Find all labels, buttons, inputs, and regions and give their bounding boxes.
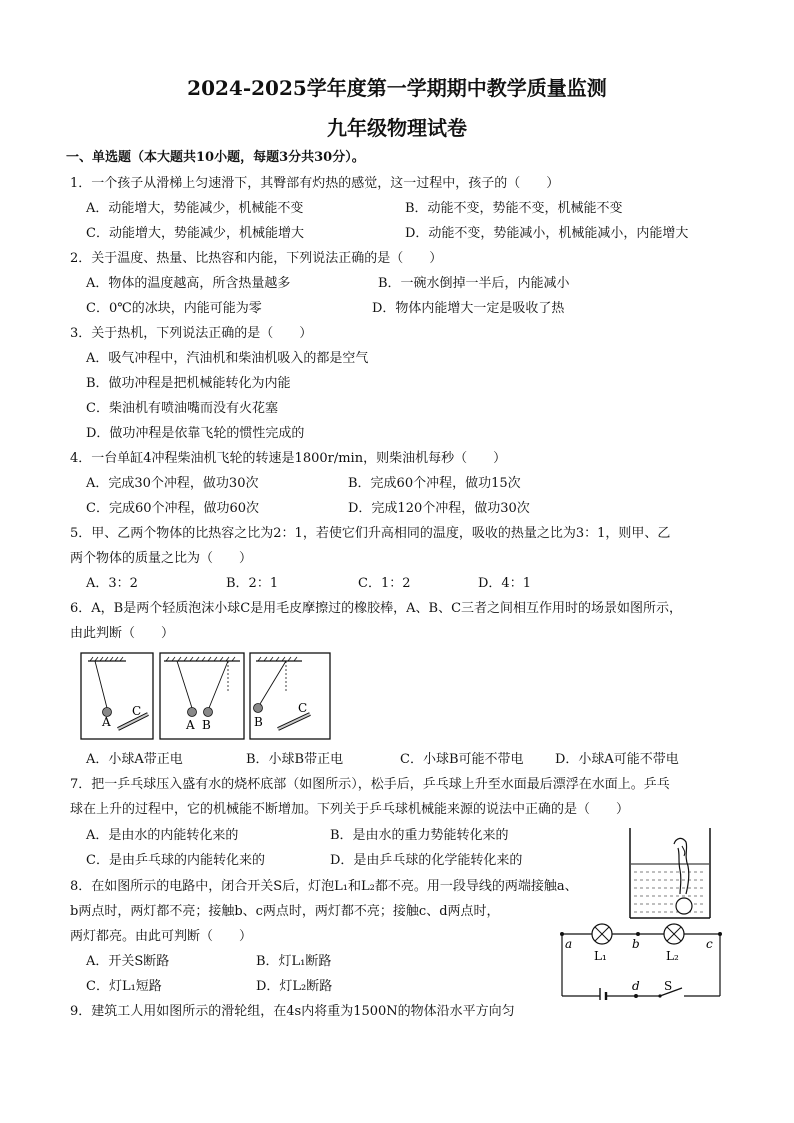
question-8-option-c: C．灯L₁短路 — [86, 979, 162, 994]
question-3-stem: 3．关于热机，下列说法正确的是（ ） — [70, 326, 313, 341]
question-5-option-c: C．1：2 — [358, 576, 411, 591]
question-6-option-c: C．小球B可能不带电 — [400, 752, 524, 767]
question-5-option-d: D．4：1 — [478, 576, 531, 591]
question-4-option-b: B．完成60个冲程，做功15次 — [348, 476, 521, 491]
question-7-option-d: D．是由乒乓球的化学能转化来的 — [330, 853, 523, 868]
exam-subtitle: 九年级物理试卷 — [327, 116, 467, 140]
question-6-option-d: D．小球A可能不带电 — [555, 752, 679, 767]
exam-title: 2024-2025学年度第一学期期中教学质量监测 — [187, 76, 607, 100]
question-1-option-a: A．动能增大，势能减少，机械能不变 — [86, 201, 304, 216]
question-8-option-d: D．灯L₂断路 — [256, 979, 333, 994]
question-6-option-a: A．小球A带正电 — [86, 752, 183, 767]
question-8-stem-line-1: 8．在如图所示的电路中，闭合开关S后，灯泡L₁和L₂都不亮。用一段导线的两端接触a、 — [70, 879, 578, 894]
question-4-option-d: D．完成120个冲程，做功30次 — [348, 501, 530, 516]
question-7-stem-line-2: 球在上升的过程中，它的机械能不断增加。下列关于乒乓球机械能来源的说法中正确的是（ ） — [70, 802, 630, 817]
question-2-option-c: C．0℃的冰块，内能可能为零 — [86, 301, 262, 316]
question-8-stem-line-2: b两点时，两灯都不亮；接触b、c两点时，两灯都不亮；接触c、d两点时， — [70, 904, 500, 919]
question-7-option-c: C．是由乒乓球的内能转化来的 — [86, 853, 265, 868]
question-5-option-b: B．2：1 — [226, 576, 279, 591]
question-4-option-c: C．完成60个冲程，做功60次 — [86, 501, 260, 516]
charged-balls-figure — [80, 652, 332, 742]
circuit-diagram — [556, 916, 728, 1000]
question-1-option-b: B．动能不变，势能不变，机械能不变 — [405, 201, 623, 216]
circuit-label-d: d — [632, 979, 640, 993]
figure-label-a: A — [102, 715, 111, 729]
question-7-stem-line-1: 7．把一乒乓球压入盛有水的烧杯底部（如图所示），松手后，乒乓球上升至水面最后漂浮在水面上。乒乓 — [70, 777, 670, 792]
question-2-option-d: D．物体内能增大一定是吸收了热 — [372, 301, 565, 316]
question-5-stem-line-1: 5．甲、乙两个物体的比热容之比为2：1，若使它们升高相同的温度，吸收的热量之比为3：1，则甲、乙 — [70, 526, 671, 541]
figure-label-c: C — [132, 704, 142, 718]
question-6-stem-line-1: 6．A，B是两个轻质泡沫小球C是用毛皮摩擦过的橡胶棒，A、B、C三者之间相互作用时的场景如图所示， — [70, 601, 683, 616]
question-1-stem: 1．一个孩子从滑梯上匀速滑下，其臀部有灼热的感觉，这一过程中，孩子的（ ） — [70, 176, 560, 191]
question-6-option-b: B．小球B带正电 — [246, 752, 344, 767]
circuit-label-s: S — [664, 979, 673, 993]
question-3-option-b: B．做功冲程是把机械能转化为内能 — [86, 376, 291, 391]
question-6-stem-line-2: 由此判断（ ） — [70, 626, 175, 641]
question-8-option-a: A．开关S断路 — [86, 954, 170, 969]
figure-label-a-2: A — [186, 718, 195, 732]
beaker-figure — [626, 826, 714, 922]
question-1-option-c: C．动能增大，势能减少，机械能增大 — [86, 226, 304, 241]
section-heading: 一、单选题（本大题共10小题，每题3分共30分）。 — [66, 150, 365, 165]
question-9-stem: 9．建筑工人用如图所示的滑轮组，在4s内将重为1500N的物体沿水平方向匀 — [70, 1004, 515, 1019]
question-3-option-c: C．柴油机有喷油嘴而没有火花塞 — [86, 401, 278, 416]
question-4-stem: 4．一台单缸4冲程柴油机飞轮的转速是1800r/min，则柴油机每秒（ ） — [70, 451, 507, 466]
question-8-option-b: B．灯L₁断路 — [256, 954, 332, 969]
question-2-option-b: B．一碗水倒掉一半后，内能减小 — [378, 276, 570, 291]
question-1-option-d: D．动能不变，势能减小，机械能减小，内能增大 — [405, 226, 689, 241]
question-3-option-a: A．吸气冲程中，汽油机和柴油机吸入的都是空气 — [86, 351, 369, 366]
question-3-option-d: D．做功冲程是依靠飞轮的惯性完成的 — [86, 426, 305, 441]
question-5-option-a: A．3：2 — [86, 576, 138, 591]
figure-label-b-2: B — [254, 715, 263, 729]
question-2-stem: 2．关于温度、热量、比热容和内能，下列说法正确的是（ ） — [70, 251, 443, 266]
question-2-option-a: A．物体的温度越高，所含热量越多 — [86, 276, 291, 291]
question-5-stem-line-2: 两个物体的质量之比为（ ） — [70, 551, 253, 566]
circuit-label-l1: L₁ — [594, 949, 607, 963]
circuit-label-b: b — [632, 937, 640, 951]
circuit-label-a: a — [565, 937, 573, 951]
question-7-option-a: A．是由水的内能转化来的 — [86, 828, 239, 843]
figure-label-c-2: C — [298, 701, 308, 715]
circuit-label-c: c — [706, 937, 713, 951]
question-4-option-a: A．完成30个冲程，做功30次 — [86, 476, 259, 491]
figure-label-b: B — [202, 718, 211, 732]
circuit-label-l2: L₂ — [666, 949, 679, 963]
question-7-option-b: B．是由水的重力势能转化来的 — [330, 828, 509, 843]
question-8-stem-line-3: 两灯都亮。由此可判断（ ） — [70, 929, 253, 944]
